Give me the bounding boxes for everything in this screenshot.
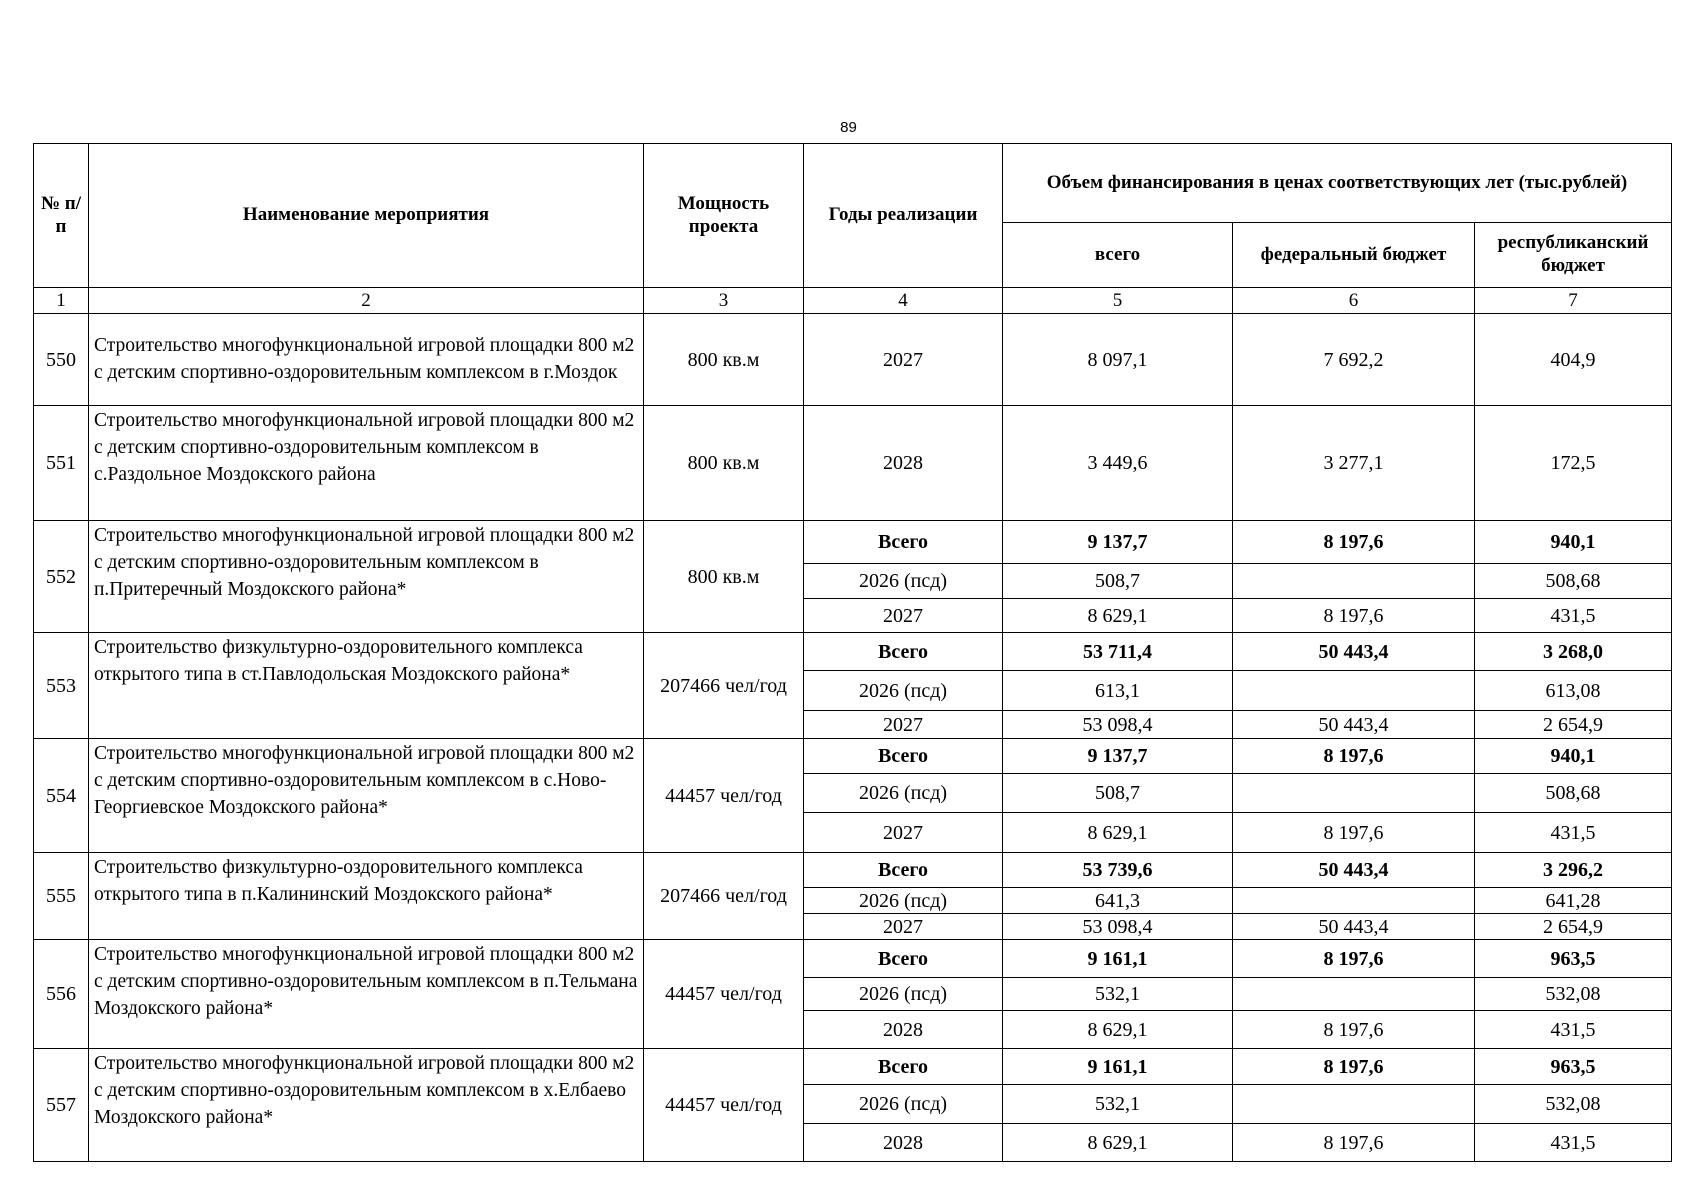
header-name: Наименование мероприятия	[89, 144, 644, 288]
total-cell: 53 098,4	[1003, 914, 1233, 940]
total-cell: 9 137,7	[1003, 521, 1233, 564]
table-row	[34, 633, 1672, 671]
row-number: 556	[34, 940, 89, 1049]
federal-cell: 8 197,6	[1233, 1124, 1475, 1162]
federal-cell: 8 197,6	[1233, 599, 1475, 633]
year-cell: 2026 (псд)	[804, 978, 1003, 1011]
event-name: Строительство физкультурно-оздоровительного комплекса открытого типа в ст.Павлодольская Моздокского района*	[89, 633, 644, 739]
federal-cell: 8 197,6	[1233, 521, 1475, 564]
header-republic: республиканский бюджет	[1475, 223, 1672, 288]
row-number: 554	[34, 739, 89, 853]
republic-cell: 963,5	[1475, 1049, 1672, 1085]
republic-cell: 613,08	[1475, 671, 1672, 711]
republic-cell: 2 654,9	[1475, 711, 1672, 739]
republic-cell: 508,68	[1475, 564, 1672, 599]
row-number: 550	[34, 314, 89, 406]
row-number: 555	[34, 853, 89, 940]
total-cell: 508,7	[1003, 564, 1233, 599]
capacity-cell: 207466 чел/год	[644, 633, 804, 739]
event-name: Строительство многофункциональной игровой площадки 800 м2 с детским спортивно-оздоровительным комплексом в х.Елбаево Моздокского района*	[89, 1049, 644, 1162]
column-number: 6	[1233, 288, 1475, 314]
republic-cell: 431,5	[1475, 813, 1672, 853]
table-row	[34, 406, 1672, 521]
event-name: Строительство многофункциональной игровой площадки 800 м2 с детским спортивно-оздоровительным комплексом в г.Моздок	[89, 314, 644, 406]
republic-cell: 431,5	[1475, 1011, 1672, 1049]
total-cell: 9 137,7	[1003, 739, 1233, 774]
year-cell: 2028	[804, 406, 1003, 521]
year-cell: 2027	[804, 711, 1003, 739]
event-name: Строительство многофункциональной игровой площадки 800 м2 с детским спортивно-оздоровительным комплексом в п.Тельмана Моздокского района*	[89, 940, 644, 1049]
year-cell: 2028	[804, 1124, 1003, 1162]
year-cell: 2027	[804, 599, 1003, 633]
total-cell: 9 161,1	[1003, 1049, 1233, 1085]
row-number: 557	[34, 1049, 89, 1162]
federal-cell: 8 197,6	[1233, 813, 1475, 853]
column-number: 4	[804, 288, 1003, 314]
total-cell: 8 629,1	[1003, 1124, 1233, 1162]
total-cell: 53 739,6	[1003, 853, 1233, 888]
year-cell: 2027	[804, 314, 1003, 406]
federal-cell	[1233, 978, 1475, 1011]
year-cell: 2026 (псд)	[804, 1085, 1003, 1124]
republic-cell: 3 296,2	[1475, 853, 1672, 888]
republic-cell: 508,68	[1475, 774, 1672, 813]
year-cell: Всего	[804, 1049, 1003, 1085]
total-cell: 641,3	[1003, 888, 1233, 914]
republic-cell: 404,9	[1475, 314, 1672, 406]
capacity-cell: 44457 чел/год	[644, 739, 804, 853]
capacity-cell: 800 кв.м	[644, 314, 804, 406]
capacity-cell: 207466 чел/год	[644, 853, 804, 940]
total-cell: 613,1	[1003, 671, 1233, 711]
republic-cell: 940,1	[1475, 739, 1672, 774]
federal-cell: 50 443,4	[1233, 853, 1475, 888]
row-number: 552	[34, 521, 89, 633]
federal-cell: 8 197,6	[1233, 739, 1475, 774]
year-cell: 2026 (псд)	[804, 564, 1003, 599]
table-row	[34, 314, 1672, 406]
year-cell: Всего	[804, 521, 1003, 564]
year-cell: 2028	[804, 1011, 1003, 1049]
column-number: 7	[1475, 288, 1672, 314]
capacity-cell: 800 кв.м	[644, 406, 804, 521]
federal-cell: 50 443,4	[1233, 711, 1475, 739]
republic-cell: 532,08	[1475, 978, 1672, 1011]
republic-cell: 532,08	[1475, 1085, 1672, 1124]
event-name: Строительство многофункциональной игровой площадки 800 м2 с детским спортивно-оздоровительным комплексом в с.Ново-Георгиевское Моздокского района*	[89, 739, 644, 853]
table-row	[34, 853, 1672, 888]
total-cell: 8 629,1	[1003, 813, 1233, 853]
header-no: № п/п	[34, 144, 89, 288]
federal-cell	[1233, 1085, 1475, 1124]
federal-cell	[1233, 888, 1475, 914]
republic-cell: 2 654,9	[1475, 914, 1672, 940]
total-cell: 8 097,1	[1003, 314, 1233, 406]
page-number: 89	[840, 119, 857, 136]
republic-cell: 3 268,0	[1475, 633, 1672, 671]
republic-cell: 431,5	[1475, 1124, 1672, 1162]
table-row	[34, 739, 1672, 774]
funding-table	[33, 143, 1672, 1162]
republic-cell: 431,5	[1475, 599, 1672, 633]
table-row	[34, 521, 1672, 564]
event-name: Строительство многофункциональной игровой площадки 800 м2 с детским спортивно-оздоровительным комплексом в п.Притеречный Моздокского района*	[89, 521, 644, 633]
total-cell: 9 161,1	[1003, 940, 1233, 978]
year-cell: 2027	[804, 813, 1003, 853]
event-name: Строительство физкультурно-оздоровительного комплекса открытого типа в п.Калининский Моздокского района*	[89, 853, 644, 940]
column-number: 5	[1003, 288, 1233, 314]
header-federal: федеральный бюджет	[1233, 223, 1475, 288]
federal-cell: 3 277,1	[1233, 406, 1475, 521]
federal-cell	[1233, 774, 1475, 813]
federal-cell: 8 197,6	[1233, 1049, 1475, 1085]
column-number: 1	[34, 288, 89, 314]
total-cell: 3 449,6	[1003, 406, 1233, 521]
table-row	[34, 1049, 1672, 1085]
total-cell: 53 711,4	[1003, 633, 1233, 671]
capacity-cell: 44457 чел/год	[644, 940, 804, 1049]
total-cell: 8 629,1	[1003, 1011, 1233, 1049]
header-years: Годы реализации	[804, 144, 1003, 288]
header-funding: Объем финансирования в ценах соответствующих лет (тыс.рублей)	[1003, 144, 1672, 223]
table-header	[34, 144, 1672, 314]
federal-cell	[1233, 564, 1475, 599]
total-cell: 532,1	[1003, 1085, 1233, 1124]
table-row	[34, 940, 1672, 978]
column-number: 3	[644, 288, 804, 314]
federal-cell: 7 692,2	[1233, 314, 1475, 406]
year-cell: Всего	[804, 633, 1003, 671]
header-capacity: Мощность проекта	[644, 144, 804, 288]
federal-cell	[1233, 671, 1475, 711]
federal-cell: 8 197,6	[1233, 940, 1475, 978]
republic-cell: 641,28	[1475, 888, 1672, 914]
federal-cell: 50 443,4	[1233, 914, 1475, 940]
republic-cell: 940,1	[1475, 521, 1672, 564]
row-number: 553	[34, 633, 89, 739]
row-number: 551	[34, 406, 89, 521]
republic-cell: 172,5	[1475, 406, 1672, 521]
total-cell: 532,1	[1003, 978, 1233, 1011]
event-name: Строительство многофункциональной игровой площадки 800 м2 с детским спортивно-оздоровительным комплексом в с.Раздольное Моздокского района	[89, 406, 644, 521]
year-cell: Всего	[804, 853, 1003, 888]
year-cell: Всего	[804, 739, 1003, 774]
header-total: всего	[1003, 223, 1233, 288]
capacity-cell: 800 кв.м	[644, 521, 804, 633]
federal-cell: 50 443,4	[1233, 633, 1475, 671]
total-cell: 508,7	[1003, 774, 1233, 813]
year-cell: 2027	[804, 914, 1003, 940]
year-cell: 2026 (псд)	[804, 888, 1003, 914]
capacity-cell: 44457 чел/год	[644, 1049, 804, 1162]
year-cell: 2026 (псд)	[804, 774, 1003, 813]
federal-cell: 8 197,6	[1233, 1011, 1475, 1049]
year-cell: Всего	[804, 940, 1003, 978]
year-cell: 2026 (псд)	[804, 671, 1003, 711]
column-number: 2	[89, 288, 644, 314]
republic-cell: 963,5	[1475, 940, 1672, 978]
total-cell: 53 098,4	[1003, 711, 1233, 739]
total-cell: 8 629,1	[1003, 599, 1233, 633]
